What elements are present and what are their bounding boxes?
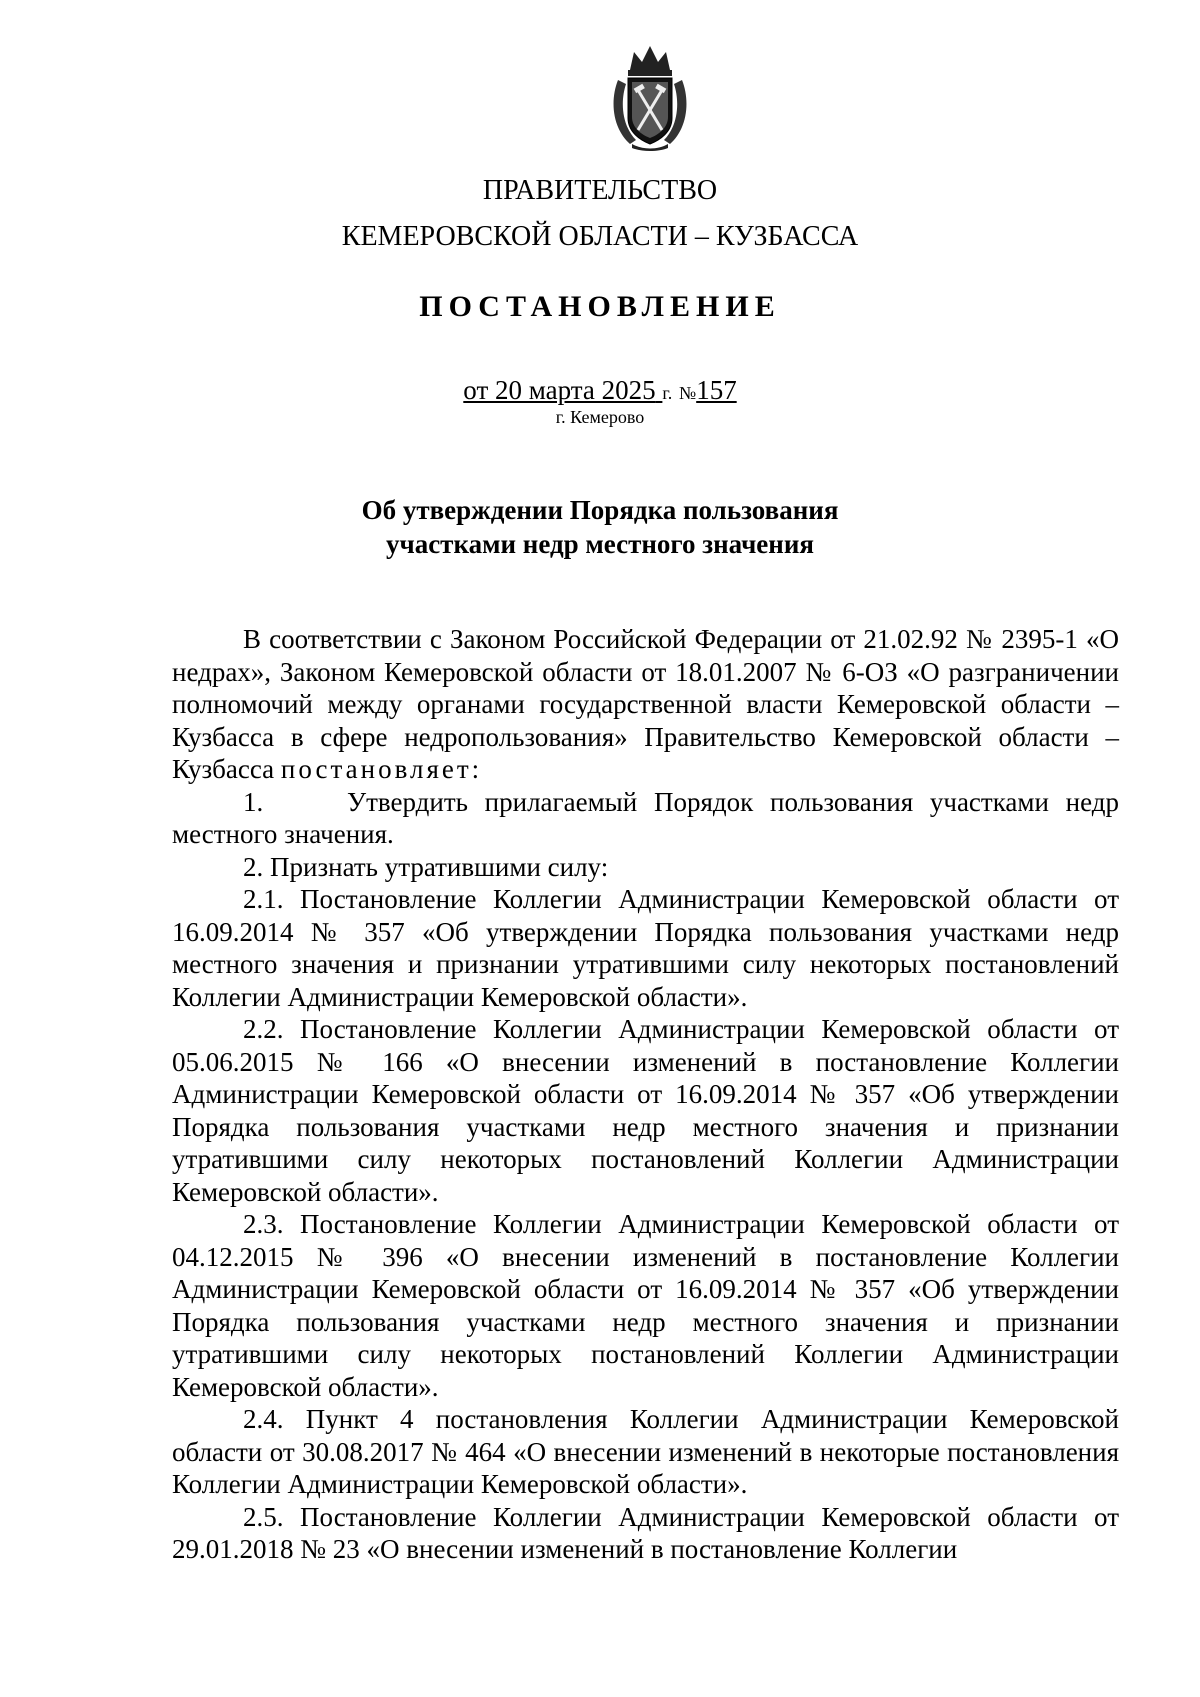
document-type: ПОСТАНОВЛЕНИЕ [419,290,781,323]
city: г. Кемерово [555,407,645,427]
government-name-line2: КЕМЕРОВСКОЙ ОБЛАСТИ – КУЗБАССА [341,221,859,252]
intro-text: В соответствии с Законом Российской Федерации от 21.02.92 № 2395-1 «О недрах», Законом Кемеровской области от 18.01.2007 № 6-ОЗ «О разграничении полномочий между органами государственной власти Кемеровской области – Кузбасса в сфере недропользования» Правительство Кемеровской области – Кузбасса [172,624,1119,784]
paragraph-2-4: 2.4. Пункт 4 постановления Коллегии Администрации Кемеровской области от 30.08.2017 № 464 «О внесении изменений в некоторые постановления Коллегии Администрации Кемеровской области». [172,1404,1119,1499]
date-number-line [0,375,1200,408]
decree-date: от 20 марта 2025 [463,375,656,405]
government-name-line1: ПРАВИТЕЛЬСТВО [482,175,718,206]
paragraph-1: 1. Утвердить прилагаемый Порядок пользования участками недр местного значения. [172,786,1119,849]
decree-body [172,623,1119,1566]
paragraph-2-1: 2.1. Постановление Коллегии Администрации Кемеровской области от 16.09.2014 № 357 «Об утверждении Порядка пользования участками недр местного значения и признании утратившими силу некоторых постановлений Коллегии Администрации Кемеровской области». [172,884,1119,1012]
decree-title-line2: участками недр местного значения [385,529,815,559]
number-label: № [679,383,697,403]
paragraph-2: 2. Признать утратившими силу: [243,851,609,882]
year-suffix: г. [662,383,673,403]
intro-verb: постановляет: [280,754,483,784]
kemerovo-coat-of-arms-icon [608,40,692,152]
decree-title-line1: Об утверждении Порядка пользования [361,495,839,525]
paragraph-2-3: 2.3. Постановление Коллегии Администрации Кемеровской области от 04.12.2015 № 396 «О внесении изменений в постановление Коллегии Администрации Кемеровской области от 16.09.2014 № 357 «Об утверждении Порядка пользования участками недр местного значения и признании утратившими силу некоторых постановлений Коллегии Администрации Кемеровской области». [172,1209,1119,1402]
intro-paragraph [172,623,1119,786]
decree-number: 157 [696,375,737,405]
paragraph-2-2: 2.2. Постановление Коллегии Администрации Кемеровской области от 05.06.2015 № 166 «О внесении изменений в постановление Коллегии Администрации Кемеровской области от 16.09.2014 № 357 «Об утверждении Порядка пользования участками недр местного значения и признании утратившими силу некоторых постановлений Коллегии Администрации Кемеровской области». [172,1014,1119,1207]
paragraph-2-5: 2.5. Постановление Коллегии Администрации Кемеровской области от 29.01.2018 № 23 «О внесении изменений в постановление Коллегии [172,1501,1119,1564]
